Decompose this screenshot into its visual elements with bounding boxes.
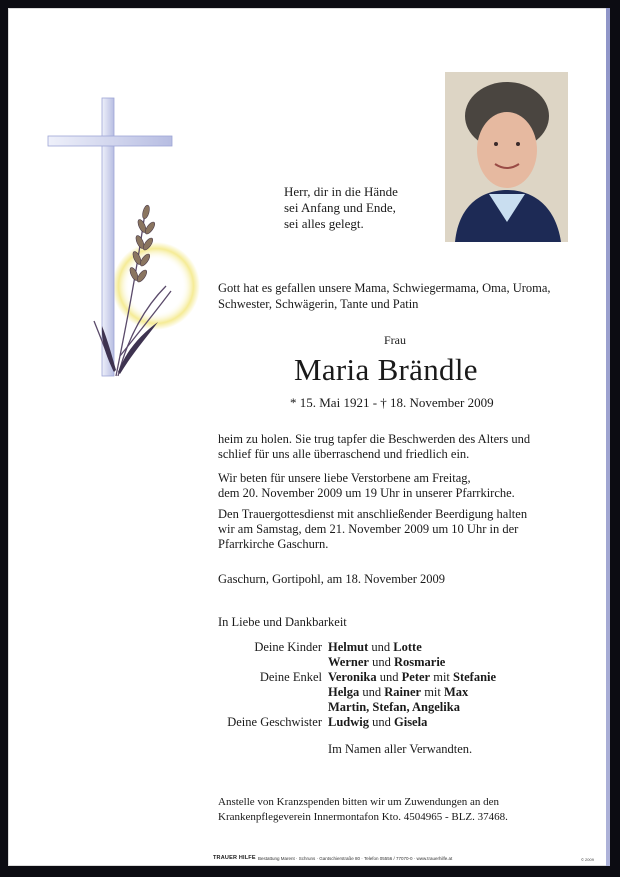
family-member-name: Stefanie [453, 670, 497, 684]
family-row [218, 715, 518, 730]
motto-verse [284, 184, 398, 232]
intro-line: Schwester, Schwägerin, Tante und Patin [218, 297, 419, 311]
deceased-name: Maria Brändle [294, 352, 478, 387]
family-connector: und [368, 640, 394, 654]
family-relation: Deine Enkel [259, 670, 322, 684]
place-date: Gaschurn, Gortipohl, am 18. November 2009 [218, 572, 446, 586]
family-names [328, 685, 468, 700]
cross-with-wheat-icon [46, 86, 206, 386]
family-row [218, 655, 518, 670]
paragraph-prayer [218, 471, 568, 501]
family-member-name: Gisela [394, 715, 428, 729]
family-connector: und [368, 655, 394, 669]
family-names [328, 670, 496, 685]
salutation: Frau [384, 333, 406, 347]
thanks-line: In Liebe und Dankbarkeit [218, 615, 347, 629]
family-member-name: Rainer [384, 685, 422, 699]
paragraph-line: Pfarrkirche Gaschurn. [218, 537, 329, 551]
family-member-name: Max [443, 685, 469, 699]
family-names [328, 700, 460, 715]
family-member-name: Helmut [328, 640, 369, 654]
family-connector: mit [430, 670, 454, 684]
donation-line: Krankenpflegeverein Innermontafon Kto. 4504965 - BLZ. 37468. [218, 811, 508, 823]
family-names [328, 640, 422, 655]
motto-line: sei Anfang und Ende, [284, 200, 396, 215]
motto-line: Herr, dir in die Hände [284, 184, 398, 199]
footer-info: Bestattung Marent · Schruns · Gantschierstraße 80 · Telefon 05556 / 77070-0 · www.trauerhilfe.at [258, 856, 453, 861]
family-relation: Deine Kinder [254, 640, 322, 654]
footer-code: © 2009 [581, 857, 594, 862]
intro-text [218, 280, 583, 312]
family-row [218, 700, 518, 715]
family-row [218, 670, 518, 685]
family-member-name: Martin, Stefan, Angelika [328, 700, 460, 714]
paragraph-line: heim zu holen. Sie trug tapfer die Beschwerden des Alters und [218, 432, 531, 446]
family-member-name: Peter [401, 670, 431, 684]
closing-line: Im Namen aller Verwandten. [328, 742, 473, 756]
footer-brand: TRAUER HILFE [213, 855, 256, 861]
family-member-name: Helga [328, 685, 360, 699]
family-member-name: Ludwig [328, 715, 369, 729]
page-edge-bar [606, 8, 610, 866]
family-member-name: Rosmarie [393, 655, 446, 669]
family-relation: Deine Geschwister [227, 715, 322, 729]
motto-line: sei alles gelegt. [284, 216, 364, 231]
paragraph-line: Den Trauergottesdienst mit anschließender Beerdigung halten [218, 507, 528, 521]
intro-line: Gott hat es gefallen unsere Mama, Schwiegermama, Oma, Uroma, [218, 281, 551, 295]
life-dates: * 15. Mai 1921 - † 18. November 2009 [290, 395, 494, 410]
donation-note [218, 795, 508, 825]
family-row [218, 685, 518, 700]
family-row [218, 640, 518, 655]
family-member-name: Werner [328, 655, 369, 669]
paragraph-funeral [218, 507, 568, 552]
paragraph-line: dem 20. November 2009 um 19 Uhr in unserer Pfarrkirche. [218, 486, 515, 500]
family-names [328, 715, 427, 730]
paragraph-line: wir am Samstag, dem 21. November 2009 um 10 Uhr in der [218, 522, 519, 536]
family-connector: und [376, 670, 402, 684]
paragraph-line: schlief für uns alle überraschend und friedlich ein. [218, 447, 470, 461]
family-connector: mit [421, 685, 444, 699]
family-connector: und [359, 685, 385, 699]
family-names [328, 655, 445, 670]
family-member-name: Lotte [393, 640, 422, 654]
family-list [218, 640, 518, 730]
family-member-name: Veronika [328, 670, 377, 684]
donation-line: Anstelle von Kranzspenden bitten wir um Zuwendungen an den [218, 796, 500, 808]
family-connector: und [369, 715, 394, 729]
portrait-photo [445, 72, 568, 242]
paragraph-line: Wir beten für unsere liebe Verstorbene am Freitag, [218, 471, 471, 485]
obituary-sheet [8, 8, 610, 866]
paragraph-passing [218, 432, 568, 462]
